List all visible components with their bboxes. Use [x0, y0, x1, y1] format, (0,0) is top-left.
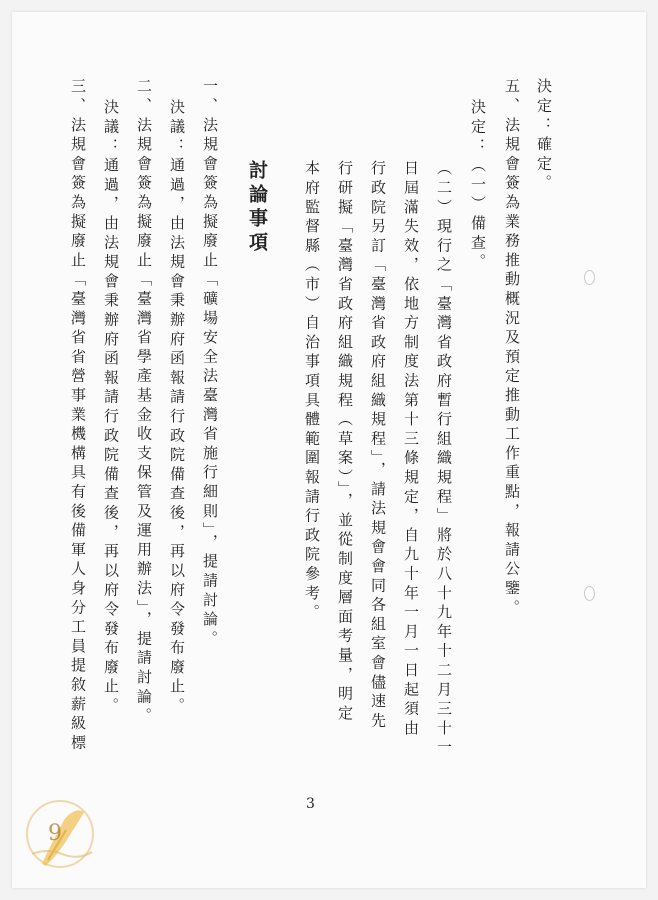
document-page	[12, 12, 646, 888]
binding-hole	[584, 586, 595, 601]
binding-hole	[584, 270, 595, 285]
logo-digit: 9	[48, 821, 62, 846]
decision-detail-line: 行研擬「臺灣省政府組織規程（草案）」，並從制度層面考量，明定	[336, 160, 354, 724]
resolution-line: 決議：通過，由法規會秉辦府函報請行政院備查後，再以府令發布廢止。	[102, 99, 120, 717]
section-heading: 討論事項	[246, 160, 268, 256]
discussion-item-one: 一、法規會簽為擬廢止「礦場安全法臺灣省施行細則」，提請討論。	[201, 78, 219, 650]
decision-detail-line: （二）現行之「臺灣省政府暫行組織規程」將於八十九年十二月三十一	[435, 160, 453, 759]
discussion-item-three: 三、法規會簽為擬廢止「臺灣省省營事業機構具有後備軍人身分工員提敘薪級標	[69, 78, 87, 754]
resolution-line: 決議：通過，由法規會秉辦府函報請行政院備查後，再以府令發布廢止。	[168, 99, 186, 717]
decision-detail-line: 行政院另訂「臺灣省政府組織規程」，請法規會會同各組室會儘速先	[369, 160, 387, 732]
discussion-item-two: 二、法規會簽為擬廢止「臺灣省學產基金收支保管及運用辦法」，提請討論。	[135, 78, 153, 727]
decision-line: 決定：（一）備查。	[469, 99, 487, 273]
page-number: 3	[306, 796, 315, 812]
decision-line: 決定：確定。	[535, 78, 553, 194]
decision-detail-line: 本府監督縣（市）自治事項具體範圍報請行政院參考。	[303, 160, 321, 624]
decision-detail-line: 日屆滿失效，依地方制度法第十三條規定，自九十年一月一日起須由	[402, 160, 420, 739]
archive-logo	[22, 794, 102, 876]
agenda-item-five: 五、法規會簽為業務推動概況及預定推動工作重點，報請公鑒。	[503, 78, 521, 619]
